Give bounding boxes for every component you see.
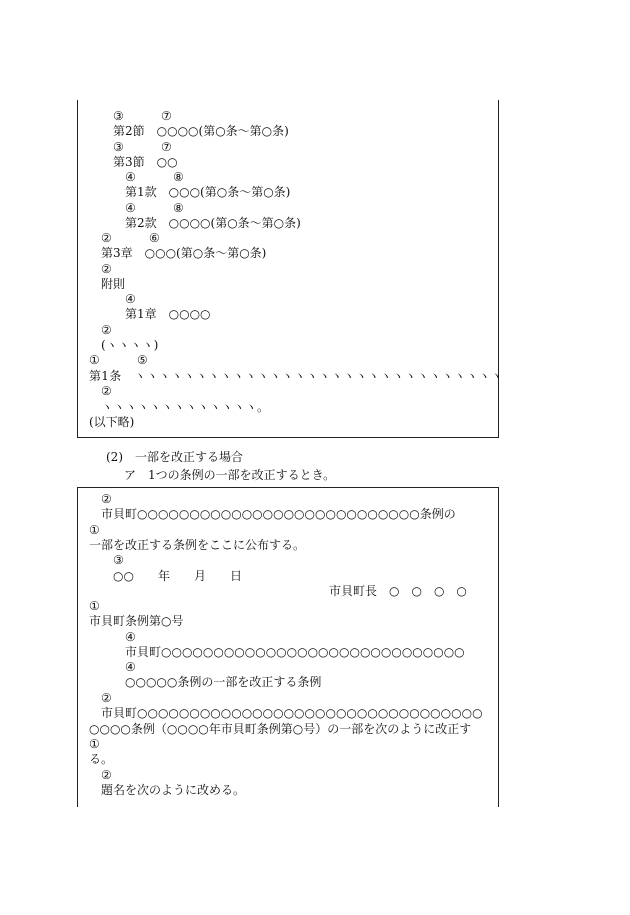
circled-number: ⑥ <box>149 231 160 245</box>
box1-bottom-border <box>77 437 499 438</box>
circled-number: ④ <box>125 630 136 644</box>
promulgation-line: 一部を改正する条例をここに公布する。 <box>89 538 306 552</box>
circled-number: ④ <box>125 292 136 306</box>
circled-number: ⑦ <box>161 109 172 123</box>
omitted-note: (以下略) <box>89 415 135 429</box>
circled-number: ⑤ <box>137 353 148 367</box>
box2-top-border <box>77 487 499 488</box>
mayor-signature: 市貝町長 ○ ○ ○ ○ <box>329 584 467 598</box>
circled-number: ③ <box>113 140 124 154</box>
circled-number: ② <box>101 492 112 506</box>
section-line: 第2節 ○○○○(第○条～第○条) <box>113 124 289 138</box>
circled-number: ⑧ <box>173 170 184 184</box>
box2-right-border <box>498 487 499 807</box>
circled-number: ① <box>89 523 100 537</box>
ordinance-title-line: 市貝町○○○○○○○○○○○○○○○○○○○○○○○○○○○○○ <box>125 645 465 659</box>
body-line: 市貝町○○○○○○○○○○○○○○○○○○○○○○○○○○○○○○○○○ <box>101 706 483 720</box>
circled-number: ⑧ <box>173 201 184 215</box>
circled-number: ③ <box>113 553 124 567</box>
section-heading: (2) 一部を改正する場合 <box>106 450 243 464</box>
circled-number: ② <box>101 768 112 782</box>
date-line: ○○ 年 月 日 <box>113 569 242 583</box>
box2-left-border <box>77 487 78 807</box>
circled-number: ② <box>101 384 112 398</box>
subsection-line: 第2款 ○○○○(第○条～第○条) <box>125 216 301 230</box>
circled-number: ② <box>101 262 112 276</box>
sub-heading: ア 1つの条例の一部を改正するとき。 <box>124 468 336 482</box>
caption-line: (ヽヽヽヽ) <box>101 338 159 352</box>
chapter-line: 第1章 ○○○○ <box>125 307 211 321</box>
circled-number: ④ <box>125 660 136 674</box>
promulgation-line: 市貝町○○○○○○○○○○○○○○○○○○○○○○○○○○○条例の <box>101 507 456 521</box>
circled-number: ③ <box>113 109 124 123</box>
chapter-line: 第3章 ○○○(第○条～第○条) <box>101 246 267 260</box>
box1-right-border <box>498 100 499 438</box>
article-body: ヽヽヽヽヽヽヽヽヽヽヽヽヽ。 <box>101 400 270 414</box>
section-line: 第3節 ○○ <box>113 155 178 169</box>
circled-number: ① <box>89 737 100 751</box>
circled-number: ① <box>89 599 100 613</box>
circled-number: ① <box>89 353 100 367</box>
ordinance-title-line: ○○○○○条例の一部を改正する条例 <box>125 675 322 689</box>
circled-number: ④ <box>125 201 136 215</box>
article-line: 第1条 ヽヽヽヽヽヽヽヽヽヽヽヽヽヽヽヽヽヽヽヽヽヽヽヽヽヽヽヽヽヽ <box>89 369 503 383</box>
body-line: ○○○○条例（○○○○年市貝町条例第○号）の一部を次のように改正す <box>89 722 472 736</box>
box1-left-border <box>77 100 78 438</box>
body-line: 題名を次のように改める。 <box>101 783 246 797</box>
circled-number: ② <box>101 691 112 705</box>
supplementary-heading: 附則 <box>101 277 126 291</box>
circled-number: ② <box>101 231 112 245</box>
subsection-line: 第1款 ○○○(第○条～第○条) <box>125 185 291 199</box>
circled-number: ④ <box>125 170 136 184</box>
circled-number: ② <box>101 323 112 337</box>
circled-number: ⑦ <box>161 140 172 154</box>
body-line: る。 <box>89 752 114 766</box>
ordinance-number: 市貝町条例第○号 <box>89 614 184 628</box>
